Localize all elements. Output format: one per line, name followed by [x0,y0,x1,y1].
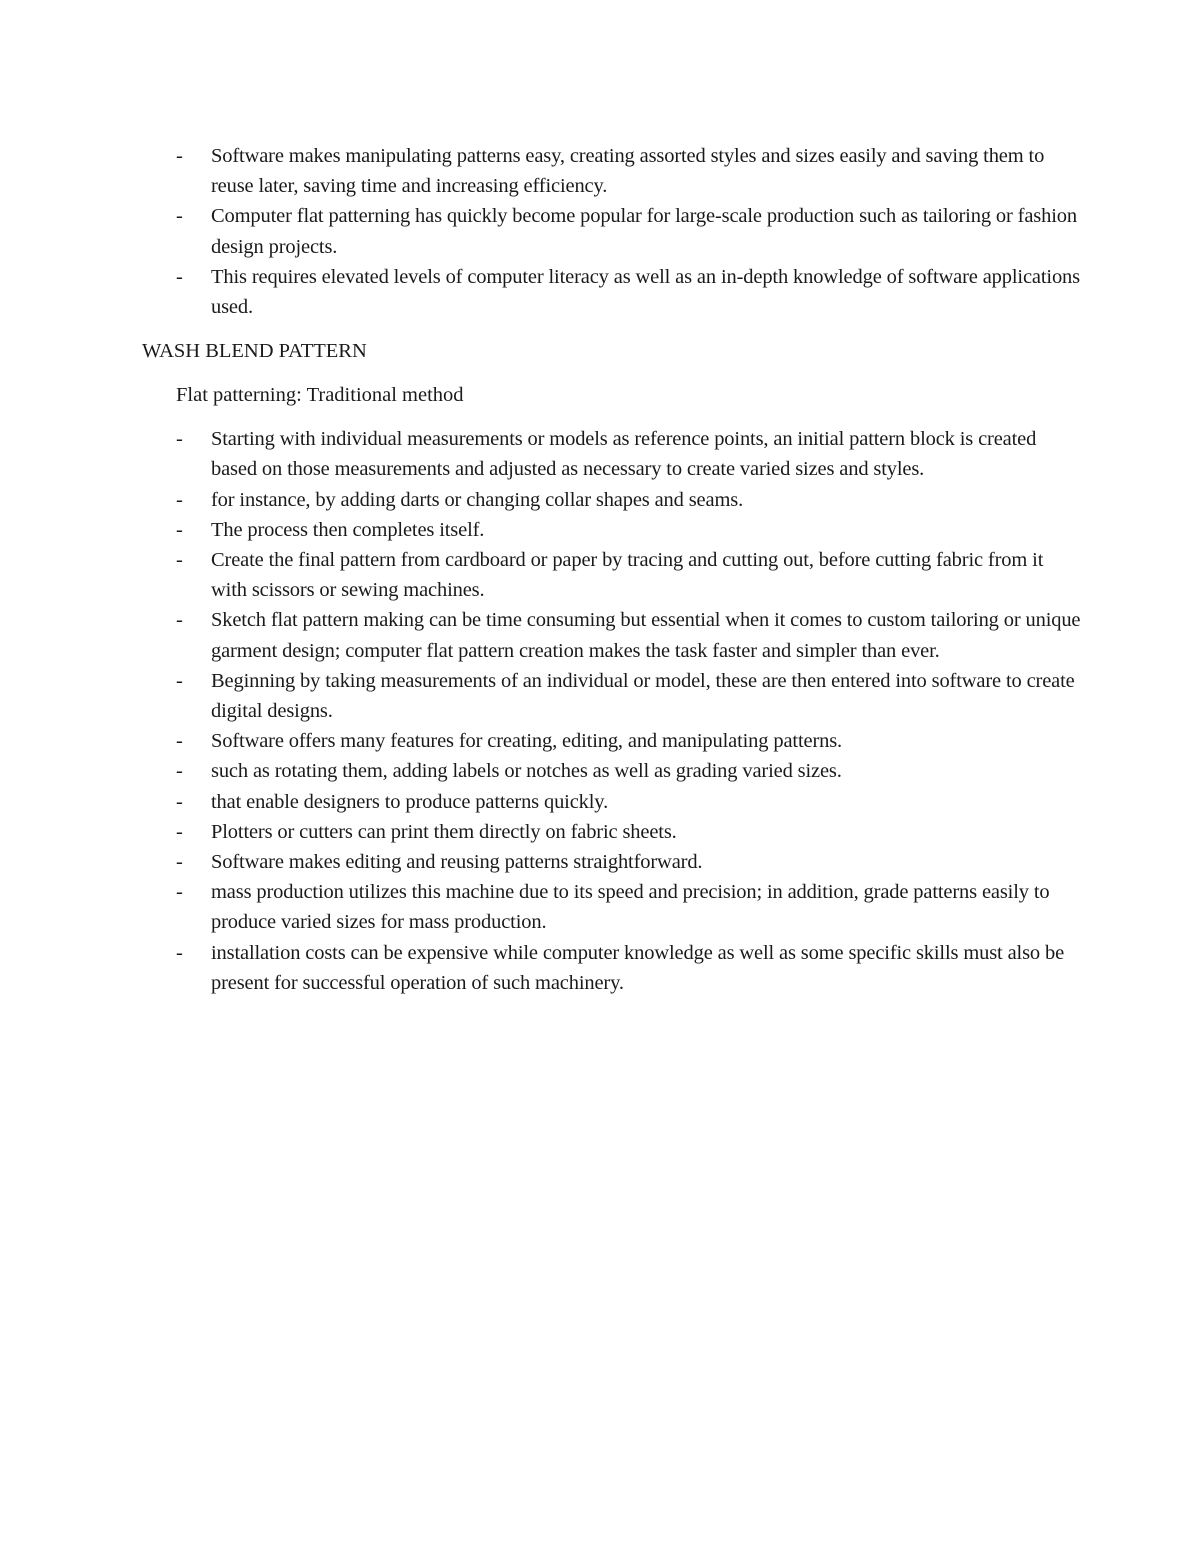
bullet-dash: - [176,145,183,167]
list-item [142,847,1082,877]
document-body [142,141,1082,998]
list-item [142,141,1082,201]
list-item [142,756,1082,786]
list-item [142,817,1082,847]
list-item-text: Sketch flat pattern making can be time consuming but essential when it comes to custom tailoring or unique garment design; computer flat pattern creation makes the task faster and simpler than ever. [211,609,1081,662]
bullet-dash: - [176,881,183,904]
list-item-text: Beginning by taking measurements of an individual or model, these are then entered into software to create digital designs. [211,669,1075,723]
method-bullet-list [142,424,1082,998]
bullet-dash: - [176,488,183,511]
bullet-dash: - [176,265,183,288]
bullet-dash: - [176,730,183,753]
bullet-dash: - [176,428,183,451]
list-item [142,201,1082,261]
bullet-dash: - [176,518,183,541]
bullet-dash: - [176,790,183,813]
bullet-dash: - [176,609,183,632]
list-item-text: Software offers many features for creating, editing, and manipulating patterns. [211,730,843,753]
subheading: Flat patterning: Traditional method [176,384,464,407]
section-heading: WASH BLEND PATTERN [142,340,367,363]
list-item-text: The process then completes itself. [211,518,485,541]
list-item-text: mass production utilizes this machine due to its speed and precision; in addition, grade patterns easily to produce varied sizes for mass production. [211,881,1050,934]
bullet-dash: - [176,820,183,843]
list-item [142,726,1082,756]
bullet-dash: - [176,669,183,692]
list-item [142,515,1082,545]
list-item-text: Plotters or cutters can print them directly on fabric sheets. [211,820,677,843]
list-item [142,605,1082,665]
list-item-text: that enable designers to produce patterns quickly. [211,790,609,813]
list-item [142,485,1082,515]
intro-bullet-list [142,141,1082,322]
list-item [142,877,1082,937]
list-item [142,424,1082,484]
bullet-dash: - [176,205,183,228]
list-item-text: Create the final pattern from cardboard or paper by tracing and cutting out, before cutting fabric from it with scissors or sewing machines. [211,549,1044,602]
bullet-dash: - [176,851,183,874]
list-item [142,787,1082,817]
list-item-text: installation costs can be expensive while computer knowledge as well as some specific skills must also be present for successful operation of such machinery. [211,941,1065,994]
list-item [142,666,1082,726]
bullet-dash: - [176,941,183,964]
list-item-text: such as rotating them, adding labels or notches as well as grading varied sizes. [211,760,842,783]
list-item [142,938,1082,998]
list-item [142,262,1082,322]
bullet-dash: - [176,760,183,783]
list-item-text: This requires elevated levels of computer literacy as well as an in-depth knowledge of software applications used. [211,265,1080,319]
bullet-dash: - [176,549,183,572]
list-item-text: Software makes editing and reusing patterns straightforward. [211,851,703,874]
list-item-text: for instance, by adding darts or changing collar shapes and seams. [211,488,744,511]
list-item [142,545,1082,605]
list-item-text: Software makes manipulating patterns easy, creating assorted styles and sizes easily and saving them to reuse later, saving time and increasing efficiency. [211,145,1045,198]
list-item-text: Computer flat patterning has quickly become popular for large-scale production such as tailoring or fashion design projects. [211,205,1077,258]
list-item-text: Starting with individual measurements or models as reference points, an initial pattern block is created based on those measurements and adjusted as necessary to create varied sizes and styles. [211,428,1037,481]
